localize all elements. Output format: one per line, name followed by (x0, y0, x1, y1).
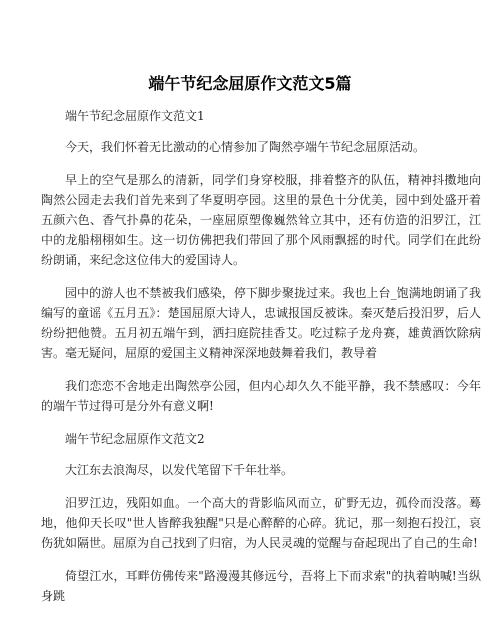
paragraph: 园中的游人也不禁被我们感染，停下脚步聚拢过来。我也上台_饱满地朗诵了我编写的童谣《五月五》：楚国屈原大诗人，忠诚报国反被诛。秦灭楚后投汨罗，后人纷纷把他赞。五月初五端午到，洒扫庭院挂香艾。吃过粽子龙舟赛，雄黄酒饮除病害。毫无疑问，屈原的爱国主义精神深深地鼓舞着我们，教导着 (41, 286, 481, 360)
document-title: 端午节纪念屈原作文范文5篇 (148, 74, 352, 93)
document-body (41, 106, 481, 619)
paragraph: 大江东去浪淘尽，以发代笔留下千年壮举。 (65, 463, 294, 477)
section-heading-2: 端午节纪念屈原作文范文2 (65, 432, 205, 446)
paragraph: 我们恋恋不舍地走出陶然亭公园，但内心却久久不能平静，我不禁感叹：今年的端午节过得可是分外有意义啊! (41, 379, 481, 413)
section-heading-1: 端午节纪念屈原作文范文1 (65, 109, 205, 123)
paragraph: 今天，我们怀着无比激动的心情参加了陶然亭端午节纪念屈原活动。 (65, 140, 426, 154)
paragraph: 早上的空气是那么的清新，同学们身穿校服，排着整齐的队伍，精神抖擞地向陶然公园走去我们首先来到了华夏明亭园。这里的景色十分优美，园中到处盛开着五颜六色、香气扑鼻的花朵，一座屈原塑像巍然耸立其中，还有仿造的汨罗江，江中的龙船栩栩如生。这一切仿佛把我们带回了那个风雨飘摇的时代。同学们在此纷纷朗诵，来纪念这位伟大的爱国诗人。 (41, 173, 481, 267)
paragraph: 倚望江水，耳畔仿佛传来"路漫漫其修远兮，吾将上下而求索"的执着呐喊!当纵身跳 (41, 569, 481, 603)
paragraph: 汨罗江边，残阳如血。一个高大的背影临风而立，矿野无边，孤伶而没落。蓦地，他仰天长叹"世人皆醉我独醒"只是心醉醉的心碎。犹记，那一刻抱石投江，哀伤犹如隔世。屈原为自己找到了归宿，为人民灵魂的觉醒与奋起现出了自己的生命! (41, 496, 481, 550)
